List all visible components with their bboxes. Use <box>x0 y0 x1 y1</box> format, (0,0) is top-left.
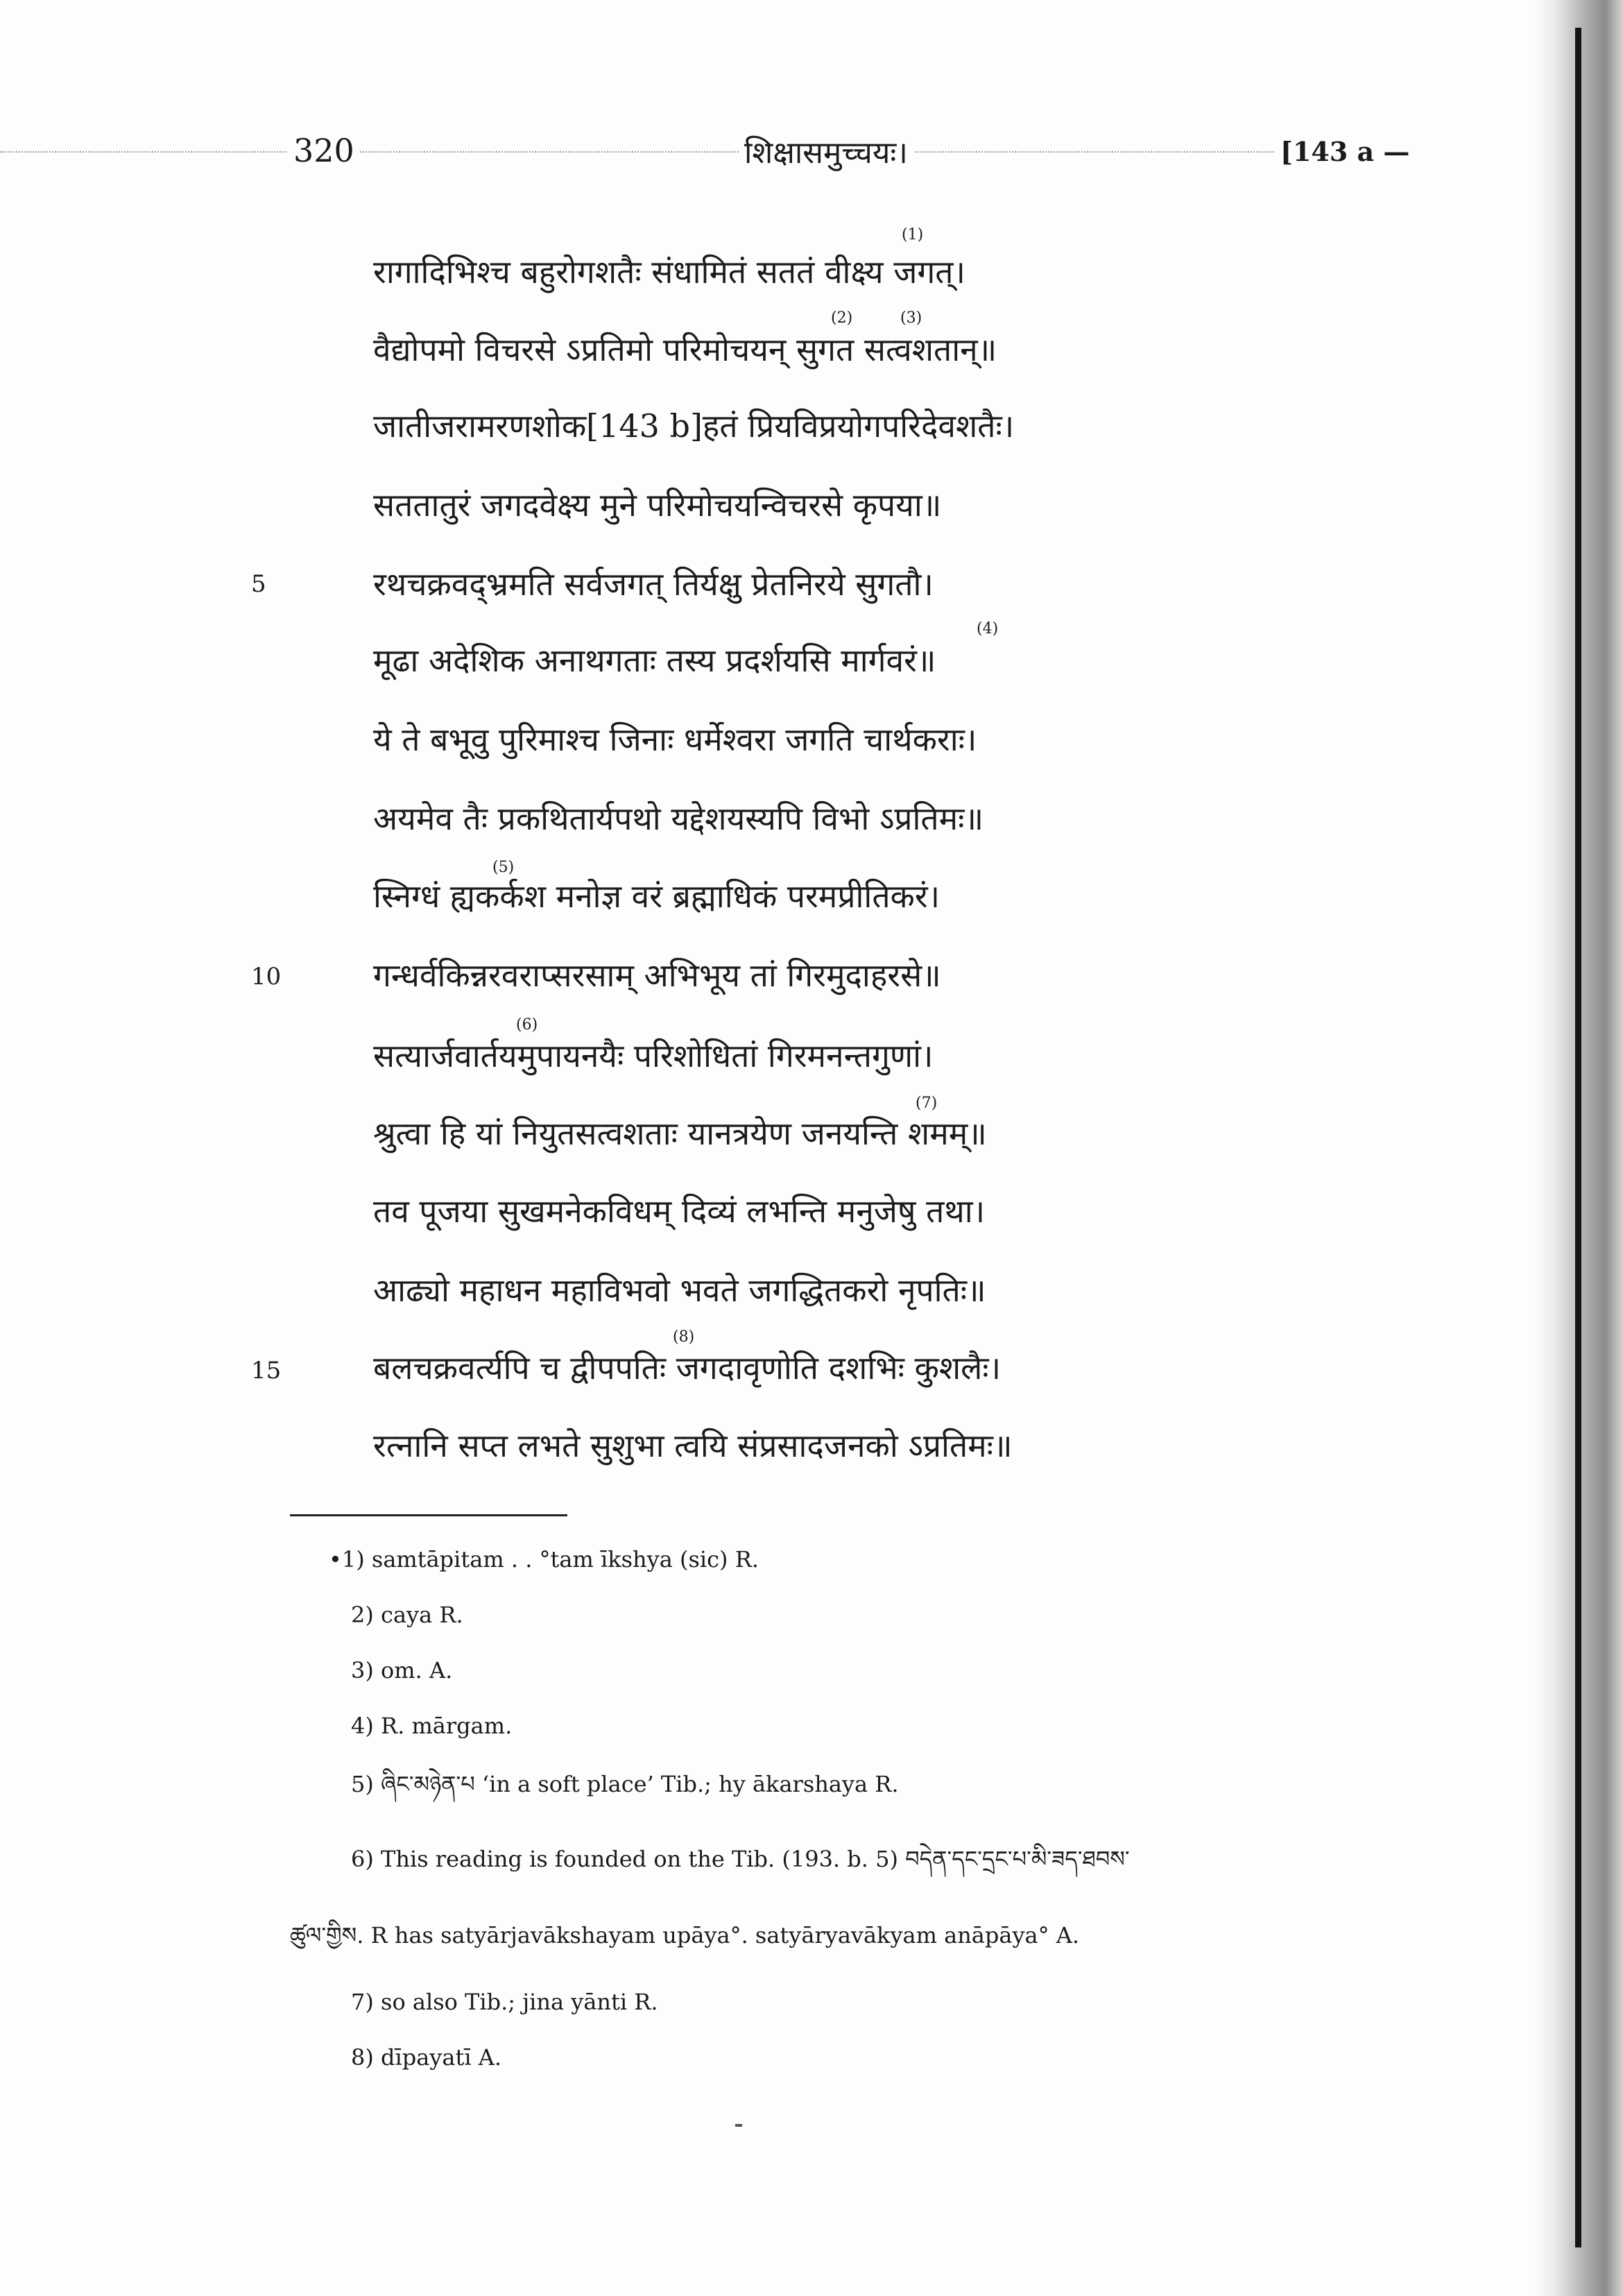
footnote-mark: (7) <box>916 1095 938 1112</box>
verse-line: जातीजरामरणशोक[143 b]हतं प्रियविप्रयोगपरिदेवशतैः। <box>373 407 1015 445</box>
header-rule <box>0 151 1415 153</box>
verse-line: रत्नानि सप्त लभते सुशुभा त्वयि संप्रसादजनको ऽप्रतिमः॥ <box>373 1427 1013 1464</box>
footnote: 2) caya R. <box>351 1602 463 1628</box>
footnote: 4) R. mārgam. <box>351 1713 513 1739</box>
footnote: 5) ཞིང་མཉེན་པ ‘in a soft place’ Tib.; hy ākarshaya R. <box>351 1771 899 1797</box>
line-number: 5 <box>251 570 266 598</box>
footnote-mark: (8) <box>673 1328 695 1346</box>
folio-reference: [143 a — <box>1275 136 1415 167</box>
verse-line: रथचक्रवद्भ्रमति सर्वजगत् तिर्यक्षु प्रेतनिरये सुगतौ। <box>373 565 934 603</box>
footnote: 6) This reading is founded on the Tib. (193. b. 5) བདེན་དང་དྲང་པ་མི་ཟད་ཐབས་ <box>351 1846 1130 1872</box>
line-number: 15 <box>251 1357 282 1385</box>
verse-line: श्रुत्वा हि यां नियुतसत्वशताः यानत्रयेण जनयन्ति शमम्॥ <box>373 1115 987 1152</box>
verse-line: ये ते बभूवु पुरिमाश्च जिनाः धर्मेश्वरा जगति चार्थकराः। <box>373 721 977 758</box>
verse-line: रागादिभिश्च बहुरोगशतैः संधामितं सततं वीक्ष्य जगत्। <box>373 253 965 291</box>
footnote: 7) so also Tib.; jina yānti R. <box>351 1989 658 2015</box>
footnote: ཚུལ་གྱིས. R has satyārjavākshayam upāya°. satyāryavākyam anāpāya° A. <box>290 1922 1080 1948</box>
footnote: 8) dīpayatī A. <box>351 2044 501 2071</box>
footnote-mark: (2) <box>831 309 853 327</box>
line-number: 10 <box>251 963 282 991</box>
footnote-separator <box>290 1514 567 1516</box>
verse-line: अयमेव तैः प्रकथितार्यपथो यद्देशयस्यपि विभो ऽप्रतिमः॥ <box>373 800 984 837</box>
running-title: शिक्षासमुच्चयः। <box>739 130 913 172</box>
footnote-mark: (3) <box>900 309 922 327</box>
verse-line: तव पूजया सुखमनेकविधम् दिव्यं लभन्ति मनुजेषु तथा। <box>373 1192 986 1230</box>
verse-line: वैद्योपमो विचरसे ऽप्रतिमो परिमोचयन् सुगत सत्वशतान्॥ <box>373 331 997 368</box>
verse-line: गन्धर्वकिन्नरवराप्सरसाम् अभिभूय तां गिरमुदाहरसे॥ <box>373 957 941 994</box>
page-number: 320 <box>288 132 360 169</box>
footnote-mark: (1) <box>902 226 924 243</box>
verse-line: स्निग्धं ह्यकर्कश मनोज्ञ वरं ब्रह्माधिकं परमप्रीतिकरं। <box>373 877 941 915</box>
scan-speck <box>735 2124 742 2127</box>
footnote: •1) samtāpitam . . °tam īkshya (sic) R. <box>329 1546 759 1573</box>
footnote: 3) om. A. <box>351 1657 453 1684</box>
footnote-mark: (4) <box>977 620 999 637</box>
verse-line: सत्यार्जवार्तयमुपायनयैः परिशोधितां गिरमनन्तगुणां। <box>373 1037 934 1074</box>
verse-line: मूढा अदेशिक अनाथगताः तस्य प्रदर्शयसि मार्गवरं॥ <box>373 642 936 679</box>
verse-line: आढ्यो महाधन महाविभवो भवते जगद्धितकरो नृपतिः॥ <box>373 1271 986 1309</box>
verse-line: बलचक्रवर्त्यपि च द्वीपपतिः जगदावृणोति दशभिः कुशलैः। <box>373 1349 1002 1387</box>
footnote-mark: (5) <box>492 859 515 876</box>
verse-line: सततातुरं जगदवेक्ष्य मुने परिमोचयन्विचरसे कृपया॥ <box>373 486 942 524</box>
footnote-mark: (6) <box>516 1016 538 1034</box>
page-edge-line <box>1575 28 1581 2247</box>
